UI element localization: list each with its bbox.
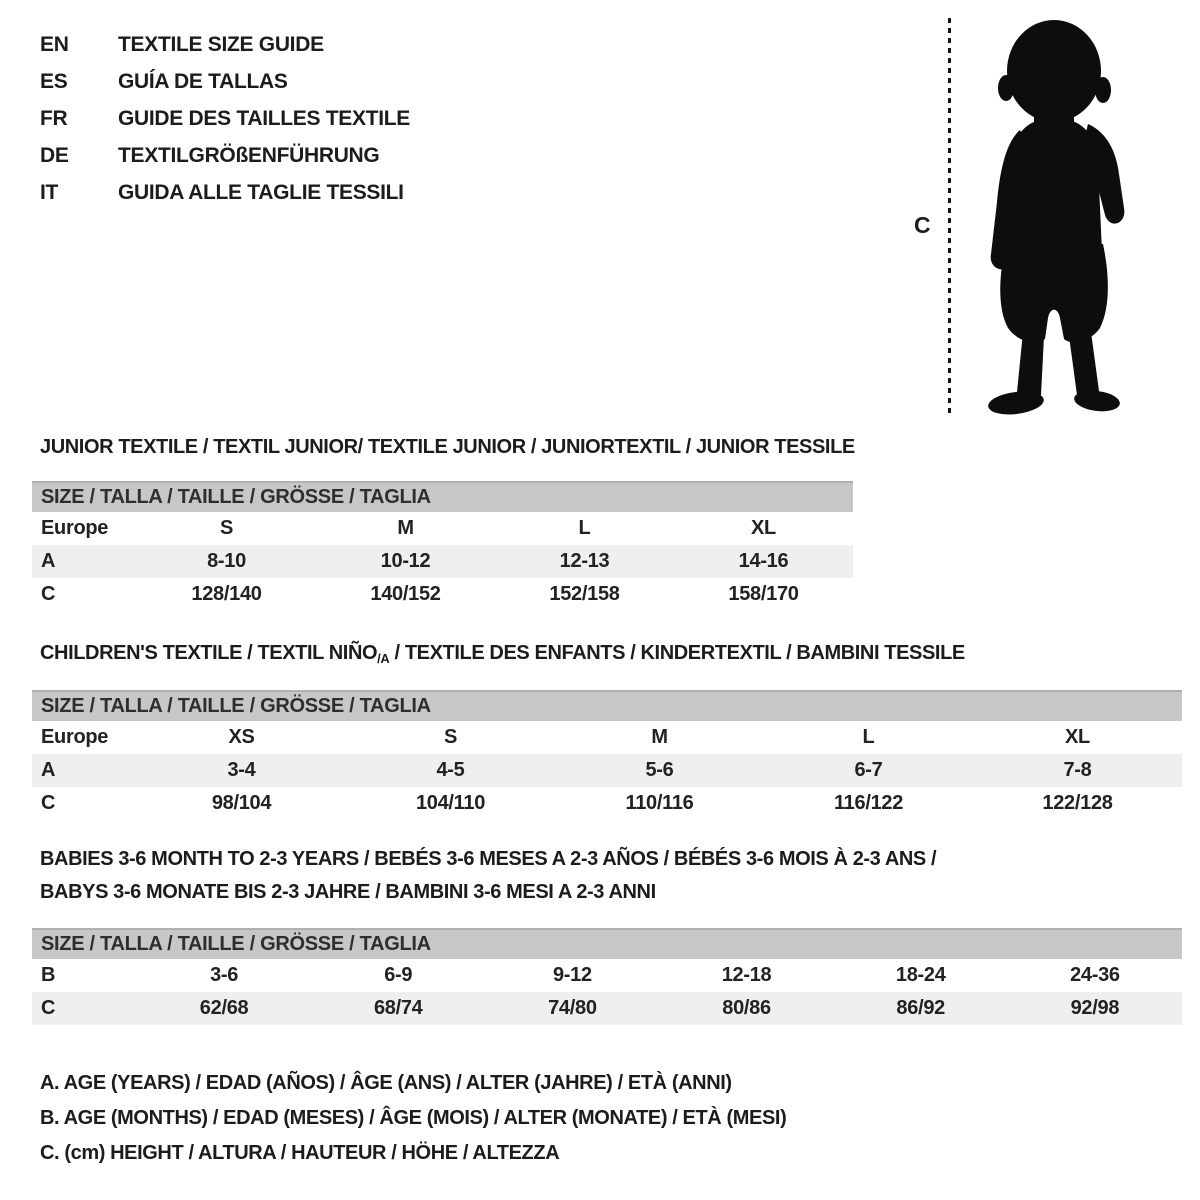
table-cell: 6-9 [384,964,413,986]
legend-line-c: C. (cm) HEIGHT / ALTURA / HAUTEUR / HÖHE / ALTEZZA [40,1142,560,1164]
table-cell: 98/104 [211,792,272,814]
column-header: Europe [41,517,109,539]
column-header: Europe [41,726,109,748]
lang-title: GUIDA ALLE TAGLIE TESSILI [118,180,404,204]
lang-code: ES [40,69,68,93]
table-cell: 12-18 [721,964,772,986]
table-cell: 24-36 [1070,964,1120,986]
lang-code: FR [40,106,68,130]
children-title-subscript: /A [377,651,390,666]
column-header: L [862,726,875,748]
table-cell: 9-12 [552,964,592,986]
size-bar-label: SIZE / TALLA / TAILLE / GRÖSSE / TAGLIA [32,929,1182,959]
table-cell: 122/128 [1042,792,1113,814]
legend-line-a: A. AGE (YEARS) / EDAD (AÑOS) / ÂGE (ANS) / ALTER (JAHRE) / ETÀ (ANNI) [40,1072,732,1094]
table-cell: 14-16 [674,545,853,578]
table-cell: 152/158 [549,583,620,605]
table-cell: 92/98 [1008,992,1182,1025]
column-header: XL [751,517,776,539]
table-cell: 68/74 [311,992,485,1025]
height-measure-label: C [914,212,931,238]
junior-section-title: JUNIOR TEXTILE / TEXTIL JUNIOR/ TEXTILE JUNIOR / JUNIORTEXTIL / JUNIOR TESSILE [40,436,855,458]
table-cell: 80/86 [659,992,833,1025]
table-cell: 104/110 [415,792,486,814]
table-cell: 3-6 [210,964,239,986]
table-header-row [32,721,1182,754]
row-label-cell: C [32,992,137,1025]
row-label-cell: C [41,583,56,605]
lang-title: GUÍA DE TALLAS [118,69,288,93]
table-row [32,959,1182,992]
table-row [32,754,1182,787]
children-size-table [32,690,1182,820]
table-cell: 4-5 [346,754,555,787]
table-cell: 10-12 [316,545,495,578]
row-label-cell: B [41,964,56,986]
size-bar-row [32,929,1182,959]
children-title-suffix: / TEXTILE DES ENFANTS / KINDERTEXTIL / BAMBINI TESSILE [389,642,965,664]
column-header: L [578,517,591,539]
toddler-silhouette-icon [966,12,1140,418]
table-cell: 8-10 [137,545,316,578]
column-header: XS [228,726,255,748]
table-cell: 74/80 [485,992,659,1025]
column-header: XL [1065,726,1090,748]
table-cell: 5-6 [555,754,764,787]
table-cell: 6-7 [764,754,973,787]
lang-code: DE [40,143,69,167]
table-cell: 128/140 [191,583,262,605]
lang-code: EN [40,32,69,56]
column-header: M [651,726,668,748]
junior-size-table [32,481,853,611]
children-title-prefix: CHILDREN'S TEXTILE / TEXTIL NIÑO [40,642,378,664]
language-title-list [40,26,410,211]
table-cell: 140/152 [370,583,441,605]
table-cell: 158/170 [728,583,799,605]
lang-row-fr [40,100,410,137]
table-row [32,578,853,611]
lang-row-de [40,137,410,174]
table-cell: 86/92 [834,992,1008,1025]
row-label-cell: A [32,754,137,787]
size-bar-label: SIZE / TALLA / TAILLE / GRÖSSE / TAGLIA [32,482,853,512]
measurement-legend [40,1066,786,1171]
table-cell: 7-8 [973,754,1182,787]
table-cell: 12-13 [495,545,674,578]
lang-row-it [40,174,410,211]
children-section-title [40,642,965,666]
row-label-cell: A [32,545,137,578]
table-row [32,545,853,578]
column-header: S [443,726,458,748]
table-cell: 62/68 [137,992,311,1025]
row-label-cell: C [41,792,56,814]
babies-size-table [32,928,1182,1025]
lang-code: IT [40,180,59,204]
height-measure-line [948,18,951,414]
lang-row-en [40,26,410,63]
table-header-row [32,512,853,545]
size-bar-row [32,482,853,512]
table-cell: 110/116 [625,792,694,814]
lang-title: TEXTILGRÖßENFÜHRUNG [118,143,380,167]
size-bar-row [32,691,1182,721]
babies-section-title-line2: BABYS 3-6 MONATE BIS 2-3 JAHRE / BAMBINI 3-6 MESI A 2-3 ANNI [40,881,656,903]
lang-title: GUIDE DES TAILLES TEXTILE [118,106,410,130]
table-row [32,992,1182,1025]
table-cell: 116/122 [833,792,904,814]
lang-row-es [40,63,410,100]
babies-section-title-line1: BABIES 3-6 MONTH TO 2-3 YEARS / BEBÉS 3-6 MESES A 2-3 AÑOS / BÉBÉS 3-6 MOIS À 2-3 ANS / [40,848,937,870]
size-bar-label: SIZE / TALLA / TAILLE / GRÖSSE / TAGLIA [32,691,1182,721]
legend-line-b: B. AGE (MONTHS) / EDAD (MESES) / ÂGE (MOIS) / ALTER (MONATE) / ETÀ (MESI) [40,1107,787,1129]
table-cell: 3-4 [137,754,346,787]
column-header: S [219,517,234,539]
table-row [32,787,1182,820]
lang-title: TEXTILE SIZE GUIDE [118,32,324,56]
column-header: M [397,517,414,539]
table-cell: 18-24 [895,964,946,986]
